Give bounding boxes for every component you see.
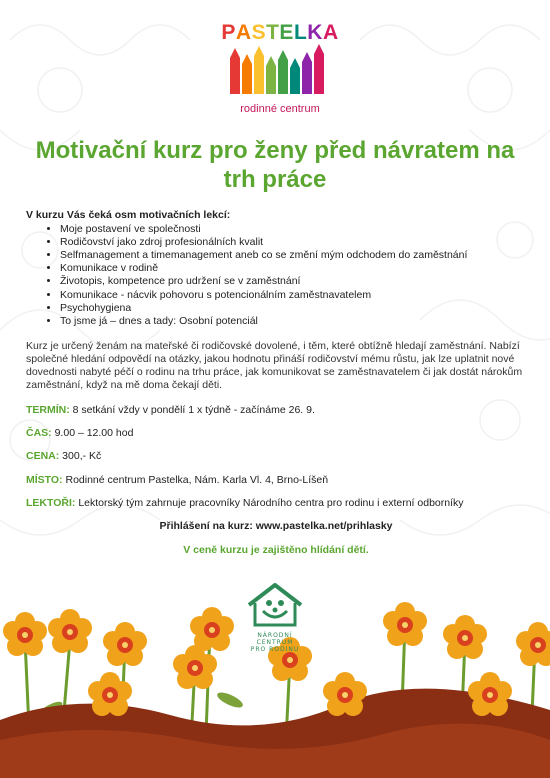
babysitting-note: V ceně kurzu je zajištěno hlídání dětí. [183,543,369,556]
lessons-list [26,223,526,328]
place-label: MÍSTO: [26,473,63,486]
logo-letter: P [221,21,236,44]
list-item: • Komunikace v rodině [60,262,526,275]
logo-letter: A [322,21,339,44]
info-row-lecturers [26,497,526,510]
list-item: • Komunikace - nácvik pohovoru s potencionálním zaměstnavatelem [60,289,526,302]
main-content [26,209,526,557]
time-value: 9.00 – 12.00 hod [54,427,134,440]
place-value: Rodinné centrum Pastelka, Nám. Karla Vl. 4, Brno-Líšeň [65,473,329,486]
logo-letter: L [293,21,308,44]
info-row-price [26,450,526,463]
ncpr-line-1: NÁRODNÍ [257,632,293,639]
page-title: Motivační kurz pro ženy před návratem na trh práce [35,137,515,193]
logo-letter: K [307,21,323,44]
lecturers-label: LEKTOŘI: [26,496,76,509]
term-label: TERMÍN: [26,404,70,417]
list-item: • Psychohygiena [60,302,526,315]
logo-subtitle: rodinné centrum [240,103,320,115]
list-item: • Rodičovství jako zdroj profesionálních kvalit [60,236,526,249]
list-item: • To jsme já – dnes a tady: Osobní potenciál [60,315,526,328]
price-label: CENA: [26,450,60,463]
course-info [26,404,526,509]
time-label: ČAS: [26,427,52,440]
info-row-term [26,404,526,417]
ncpr-line-3: PRO RODINU [250,646,300,653]
list-item: • Životopis, kompetence pro udržení se v zaměstnání [60,275,526,288]
ncpr-logo [243,583,307,655]
course-description: Kurz je určený ženám na mateřské či rodičovské dovolené, i těm, které obtížně hledají zaměstnání. Nabízí společné hledání odpovědí na otázky, jakou hodnotu přináší rodičovství mému růstu, jak lze uplatnit nové dovednosti nabyté péčí o rodinu na trhu práce, jak komunikovat se zaměstnavatelem či jak dostát nárokům zaměstnání, když na mě doma čekají děti. [26,339,523,392]
term-value: 8 setkání vždy v pondělí 1 x týdně - začínáme 26. 9. [72,404,315,417]
registration-link[interactable]: Přihlášení na kurz: www.pastelka.net/prihlasky [159,519,393,532]
info-row-place [26,474,526,487]
logo-letter: S [251,21,267,44]
lessons-heading: V kurzu Vás čeká osm motivačních lekcí: [26,209,231,221]
info-row-time [26,427,526,440]
price-value: 300,- Kč [62,450,102,463]
logo-letter: A [235,21,252,44]
logo-letter: E [279,21,294,44]
logo-letter: T [266,21,280,44]
house-family-icon [243,583,307,627]
ncpr-line-2: CENTRUM [256,639,294,646]
crayons-icon [228,44,332,96]
pastelka-logo [220,18,340,126]
list-item: • Selfmanagement a timemanagement aneb co se změní mým odchodem do zaměstnání [60,249,526,262]
list-item: • Moje postavení ve společnosti [60,223,526,236]
lecturers-value: Lektorský tým zahrnuje pracovníky Národního centra pro rodinu i externí odborníky [78,496,464,509]
logo-wordmark [220,22,340,44]
